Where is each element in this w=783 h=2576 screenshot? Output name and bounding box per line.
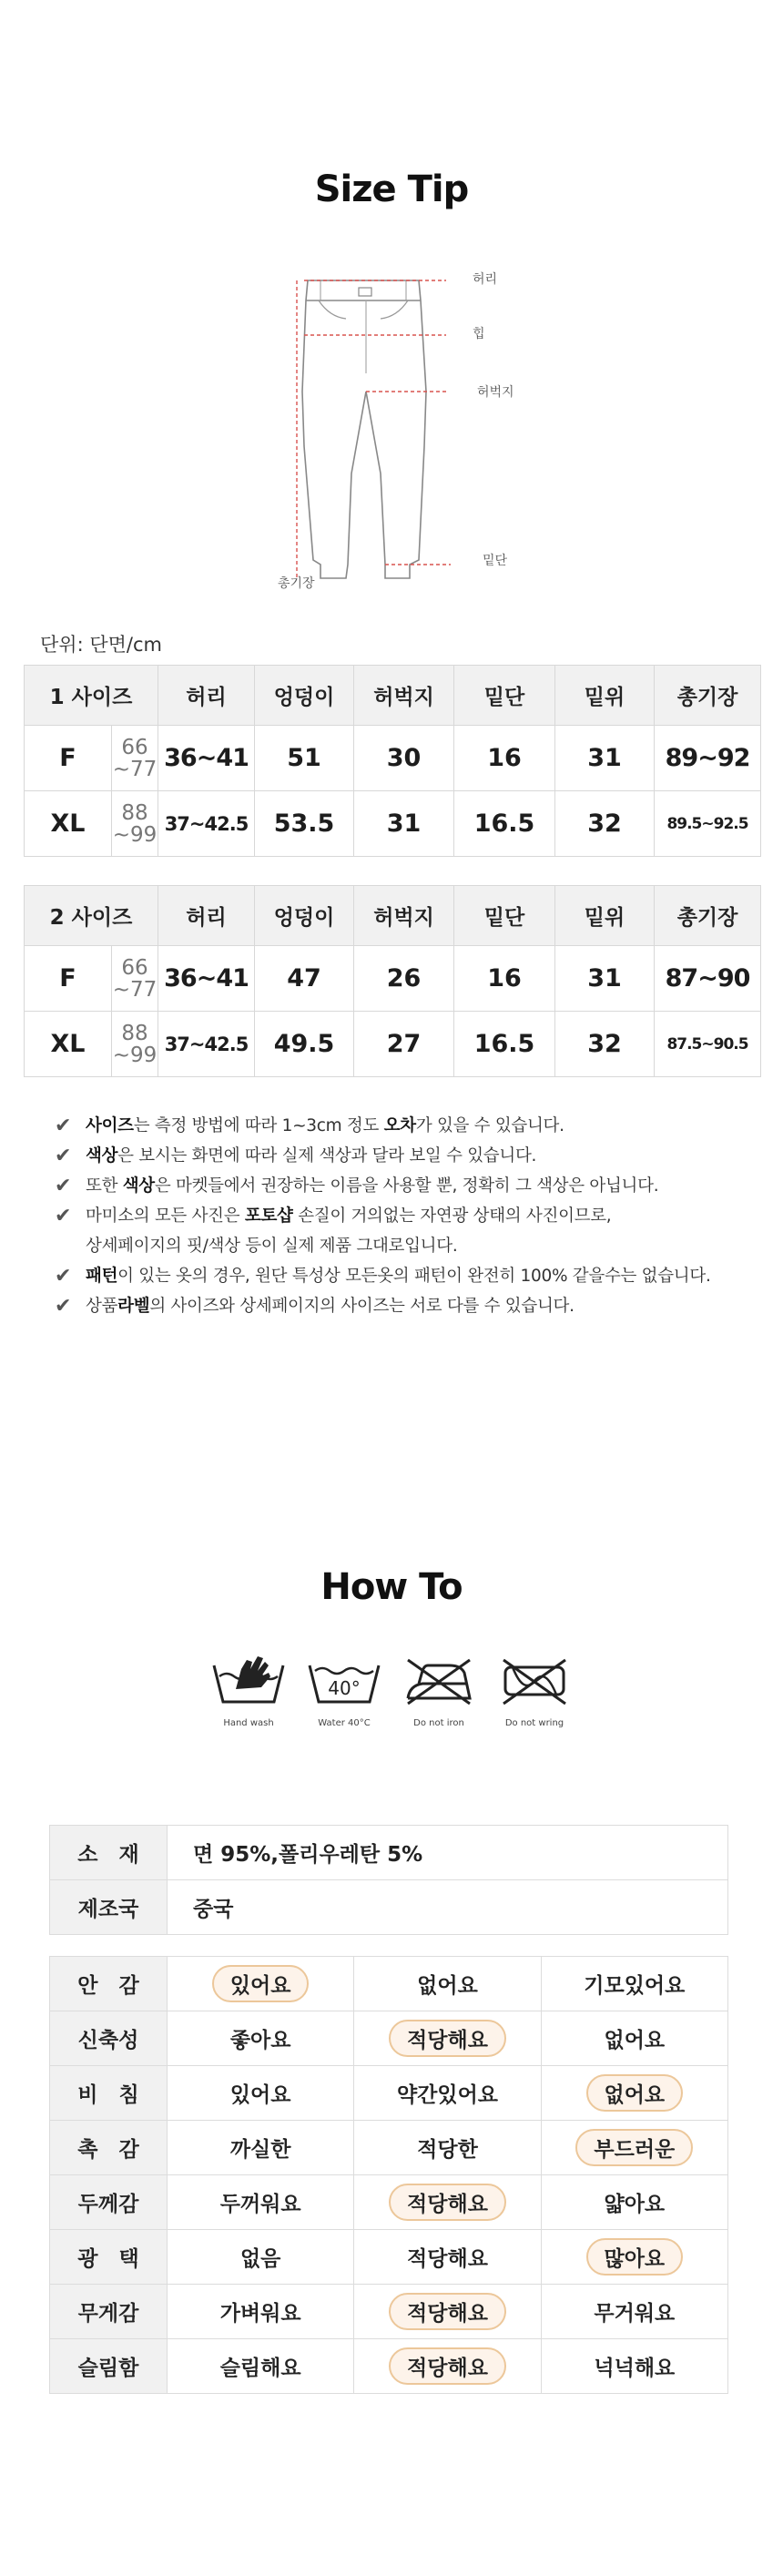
header-waist: 허리: [158, 886, 255, 946]
property-option-cell: [354, 2066, 541, 2121]
hip-value: 53.5: [255, 791, 354, 857]
property-option-cell: [354, 2230, 541, 2285]
size-range: 66 ~77: [112, 946, 158, 1012]
pants-outline: [302, 280, 426, 578]
waist-value: 36~41: [158, 726, 255, 791]
hand-wash-icon: [210, 1653, 287, 1707]
size-table-1-header-size: 1 사이즈: [25, 666, 158, 726]
length-value: 87~90: [655, 946, 761, 1012]
unit-label: 단위: 단면/cm: [40, 634, 162, 656]
check-icon: ✔: [55, 1265, 72, 1288]
property-label: 촉 감: [50, 2121, 168, 2175]
material-label: 소 재: [50, 1826, 168, 1880]
property-option: 적당한: [417, 2138, 478, 2162]
header-thigh: 허벅지: [354, 666, 454, 726]
how-to-title: How To: [320, 1566, 463, 1608]
rise-value: 31: [555, 946, 655, 1012]
table-row: [25, 1012, 761, 1077]
care-item-no-wring: Do not wring: [493, 1653, 575, 1728]
property-option: 약간있어요: [396, 2083, 499, 2107]
property-option-cell: [354, 1957, 541, 2011]
origin-value: 중국: [168, 1880, 728, 1935]
size-table-2: [24, 885, 761, 1077]
property-option: 무거워요: [594, 2302, 676, 2326]
tip-item: ✔ 마미소의 모든 사진은 포토샵 손질이 거의없는 자연광 상태의 사진이므로, 상세페이지의 핏/색상 등이 실제 제품 그대로입니다.: [55, 1201, 765, 1261]
header-hem: 밑단: [454, 666, 555, 726]
table-row: [50, 1826, 728, 1880]
table-row: [50, 2175, 728, 2230]
property-option-cell: [168, 2285, 354, 2339]
size-name: F: [25, 946, 112, 1012]
table-row: [50, 2230, 728, 2285]
origin-label: 제조국: [50, 1880, 168, 1935]
table-row: [50, 1880, 728, 1935]
tip-item: ✔ 사이즈는 측정 방법에 따라 1~3cm 정도 오차가 있을 수 있습니다.: [55, 1111, 765, 1141]
hem-value: 16: [454, 946, 555, 1012]
diagram-label-thigh: 허벅지: [477, 385, 514, 400]
no-iron-icon: [401, 1653, 477, 1707]
property-option: 좋아요: [229, 2029, 291, 2052]
property-option-selected: 부드러운: [575, 2129, 693, 2166]
check-icon: ✔: [55, 1115, 72, 1137]
care-item-no-iron: Do not iron: [398, 1653, 480, 1728]
header-waist: 허리: [158, 666, 255, 726]
check-icon: ✔: [55, 1295, 72, 1318]
hip-value: 47: [255, 946, 354, 1012]
property-option: 슬림해요: [219, 2357, 301, 2380]
length-value: 89~92: [655, 726, 761, 791]
property-label: 신축성: [50, 2011, 168, 2066]
diagram-label-length: 총기장: [278, 576, 315, 591]
header-rise: 밑위: [555, 666, 655, 726]
property-option: 넉넉해요: [594, 2357, 676, 2380]
thigh-value: 27: [354, 1012, 454, 1077]
header-length: 총기장: [655, 886, 761, 946]
check-icon: ✔: [55, 1175, 72, 1197]
diagram-label-waist: 허리: [473, 272, 498, 287]
property-label: 비 침: [50, 2066, 168, 2121]
tip-item: ✔ 또한 색상은 마켓들에서 권장하는 이름을 사용할 뿐, 정확히 그 색상은 아닙니다.: [55, 1171, 765, 1201]
property-option: 있어요: [229, 2083, 291, 2107]
header-hem: 밑단: [454, 886, 555, 946]
svg-text:40°: 40°: [328, 1677, 361, 1699]
hem-value: 16.5: [454, 791, 555, 857]
diagram-label-hip: 힙: [473, 327, 485, 341]
property-label: 두께감: [50, 2175, 168, 2230]
waist-value: 36~41: [158, 946, 255, 1012]
rise-value: 31: [555, 726, 655, 791]
rise-value: 32: [555, 1012, 655, 1077]
property-option-selected: 적당해요: [389, 2020, 506, 2057]
table-row: [50, 2121, 728, 2175]
property-option: 기모있어요: [584, 1974, 686, 1998]
property-option-selected: 많아요: [586, 2238, 684, 2276]
check-icon: ✔: [55, 1145, 72, 1167]
hip-value: 51: [255, 726, 354, 791]
property-option-cell: [168, 2230, 354, 2285]
tip-item: ✔ 상품라벨의 사이즈와 상세페이지의 사이즈는 서로 다를 수 있습니다.: [55, 1291, 765, 1321]
size-tip-title: Size Tip: [314, 168, 469, 210]
property-label: 안 감: [50, 1957, 168, 2011]
no-wring-icon: [496, 1653, 573, 1707]
table-row: [50, 2339, 728, 2394]
header-length: 총기장: [655, 666, 761, 726]
property-option: 없어요: [604, 2029, 666, 2052]
property-option-cell: [354, 2121, 541, 2175]
property-option: 적당해요: [407, 2247, 488, 2271]
property-label: 슬림함: [50, 2339, 168, 2394]
care-item-hand-wash: Hand wash: [208, 1653, 290, 1728]
hem-value: 16: [454, 726, 555, 791]
header-hip: 엉덩이: [255, 666, 354, 726]
table-row: [50, 1957, 728, 2011]
header-hip: 엉덩이: [255, 886, 354, 946]
property-option-cell: [168, 2011, 354, 2066]
material-value: 면 95%,폴리우레탄 5%: [168, 1826, 728, 1880]
property-option-cell: [354, 2339, 541, 2394]
property-option-cell: [541, 2339, 727, 2394]
size-table-2-header-size: 2 사이즈: [25, 886, 158, 946]
header-rise: 밑위: [555, 886, 655, 946]
length-value: 87.5~90.5: [655, 1012, 761, 1077]
size-name: F: [25, 726, 112, 791]
property-option-selected: 없어요: [586, 2074, 684, 2112]
property-option: 두꺼워요: [219, 2193, 301, 2216]
property-label: 광 택: [50, 2230, 168, 2285]
table-row: [25, 726, 761, 791]
tip-item: ✔ 색상은 보시는 화면에 따라 실제 색상과 달라 보일 수 있습니다.: [55, 1141, 765, 1171]
property-option: 까실한: [229, 2138, 291, 2162]
diagram-label-hem: 밑단: [483, 554, 508, 568]
property-option: 얇아요: [604, 2193, 666, 2216]
size-range: 88 ~99: [112, 1012, 158, 1077]
property-option-cell: [354, 2011, 541, 2066]
hem-value: 16.5: [454, 1012, 555, 1077]
property-option-cell: [541, 2121, 727, 2175]
property-option-cell: [541, 2175, 727, 2230]
size-range: 88 ~99: [112, 791, 158, 857]
fabric-properties-table: [49, 1956, 728, 2394]
property-option-cell: [354, 2285, 541, 2339]
property-option-cell: [168, 1957, 354, 2011]
property-option-cell: [168, 2066, 354, 2121]
table-row: [50, 2011, 728, 2066]
property-option-cell: [541, 2230, 727, 2285]
table-row: [25, 946, 761, 1012]
thigh-value: 30: [354, 726, 454, 791]
hip-value: 49.5: [255, 1012, 354, 1077]
table-row: [25, 791, 761, 857]
property-option-selected: 적당해요: [389, 2184, 506, 2221]
property-option-selected: 적당해요: [389, 2293, 506, 2330]
tip-item: ✔ 패턴이 있는 옷의 경우, 원단 특성상 모든옷의 패턴이 완전히 100% 같을수는 없습니다.: [55, 1261, 765, 1291]
property-option-cell: [541, 2011, 727, 2066]
table-row: [50, 2066, 728, 2121]
rise-value: 32: [555, 791, 655, 857]
property-label: 무게감: [50, 2285, 168, 2339]
header-thigh: 허벅지: [354, 886, 454, 946]
property-option-cell: [541, 2066, 727, 2121]
size-table-1: [24, 665, 761, 857]
property-option-cell: [168, 2121, 354, 2175]
property-option-cell: [541, 1957, 727, 2011]
property-option-cell: [541, 2285, 727, 2339]
property-option: 없어요: [417, 1974, 478, 1998]
property-option-cell: [168, 2339, 354, 2394]
waist-value: 37~42.5: [158, 791, 255, 857]
check-icon: ✔: [55, 1205, 72, 1227]
length-value: 89.5~92.5: [655, 791, 761, 857]
property-option-cell: [354, 2175, 541, 2230]
table-row: [50, 2285, 728, 2339]
pants-measurement-diagram: [264, 264, 519, 601]
care-item-water-40: 40° Water 40°C: [303, 1653, 385, 1728]
size-tips-list: [55, 1111, 765, 1321]
thigh-value: 26: [354, 946, 454, 1012]
property-option: 가벼워요: [219, 2302, 301, 2326]
property-option-selected: 있어요: [212, 1965, 310, 2002]
size-name: XL: [25, 791, 112, 857]
thigh-value: 31: [354, 791, 454, 857]
size-range: 66 ~77: [112, 726, 158, 791]
size-name: XL: [25, 1012, 112, 1077]
water-40-icon: [306, 1653, 382, 1707]
material-table: [49, 1825, 728, 1935]
property-option-cell: [168, 2175, 354, 2230]
waist-value: 37~42.5: [158, 1012, 255, 1077]
property-option: 없음: [239, 2247, 281, 2271]
property-option-selected: 적당해요: [389, 2347, 506, 2385]
